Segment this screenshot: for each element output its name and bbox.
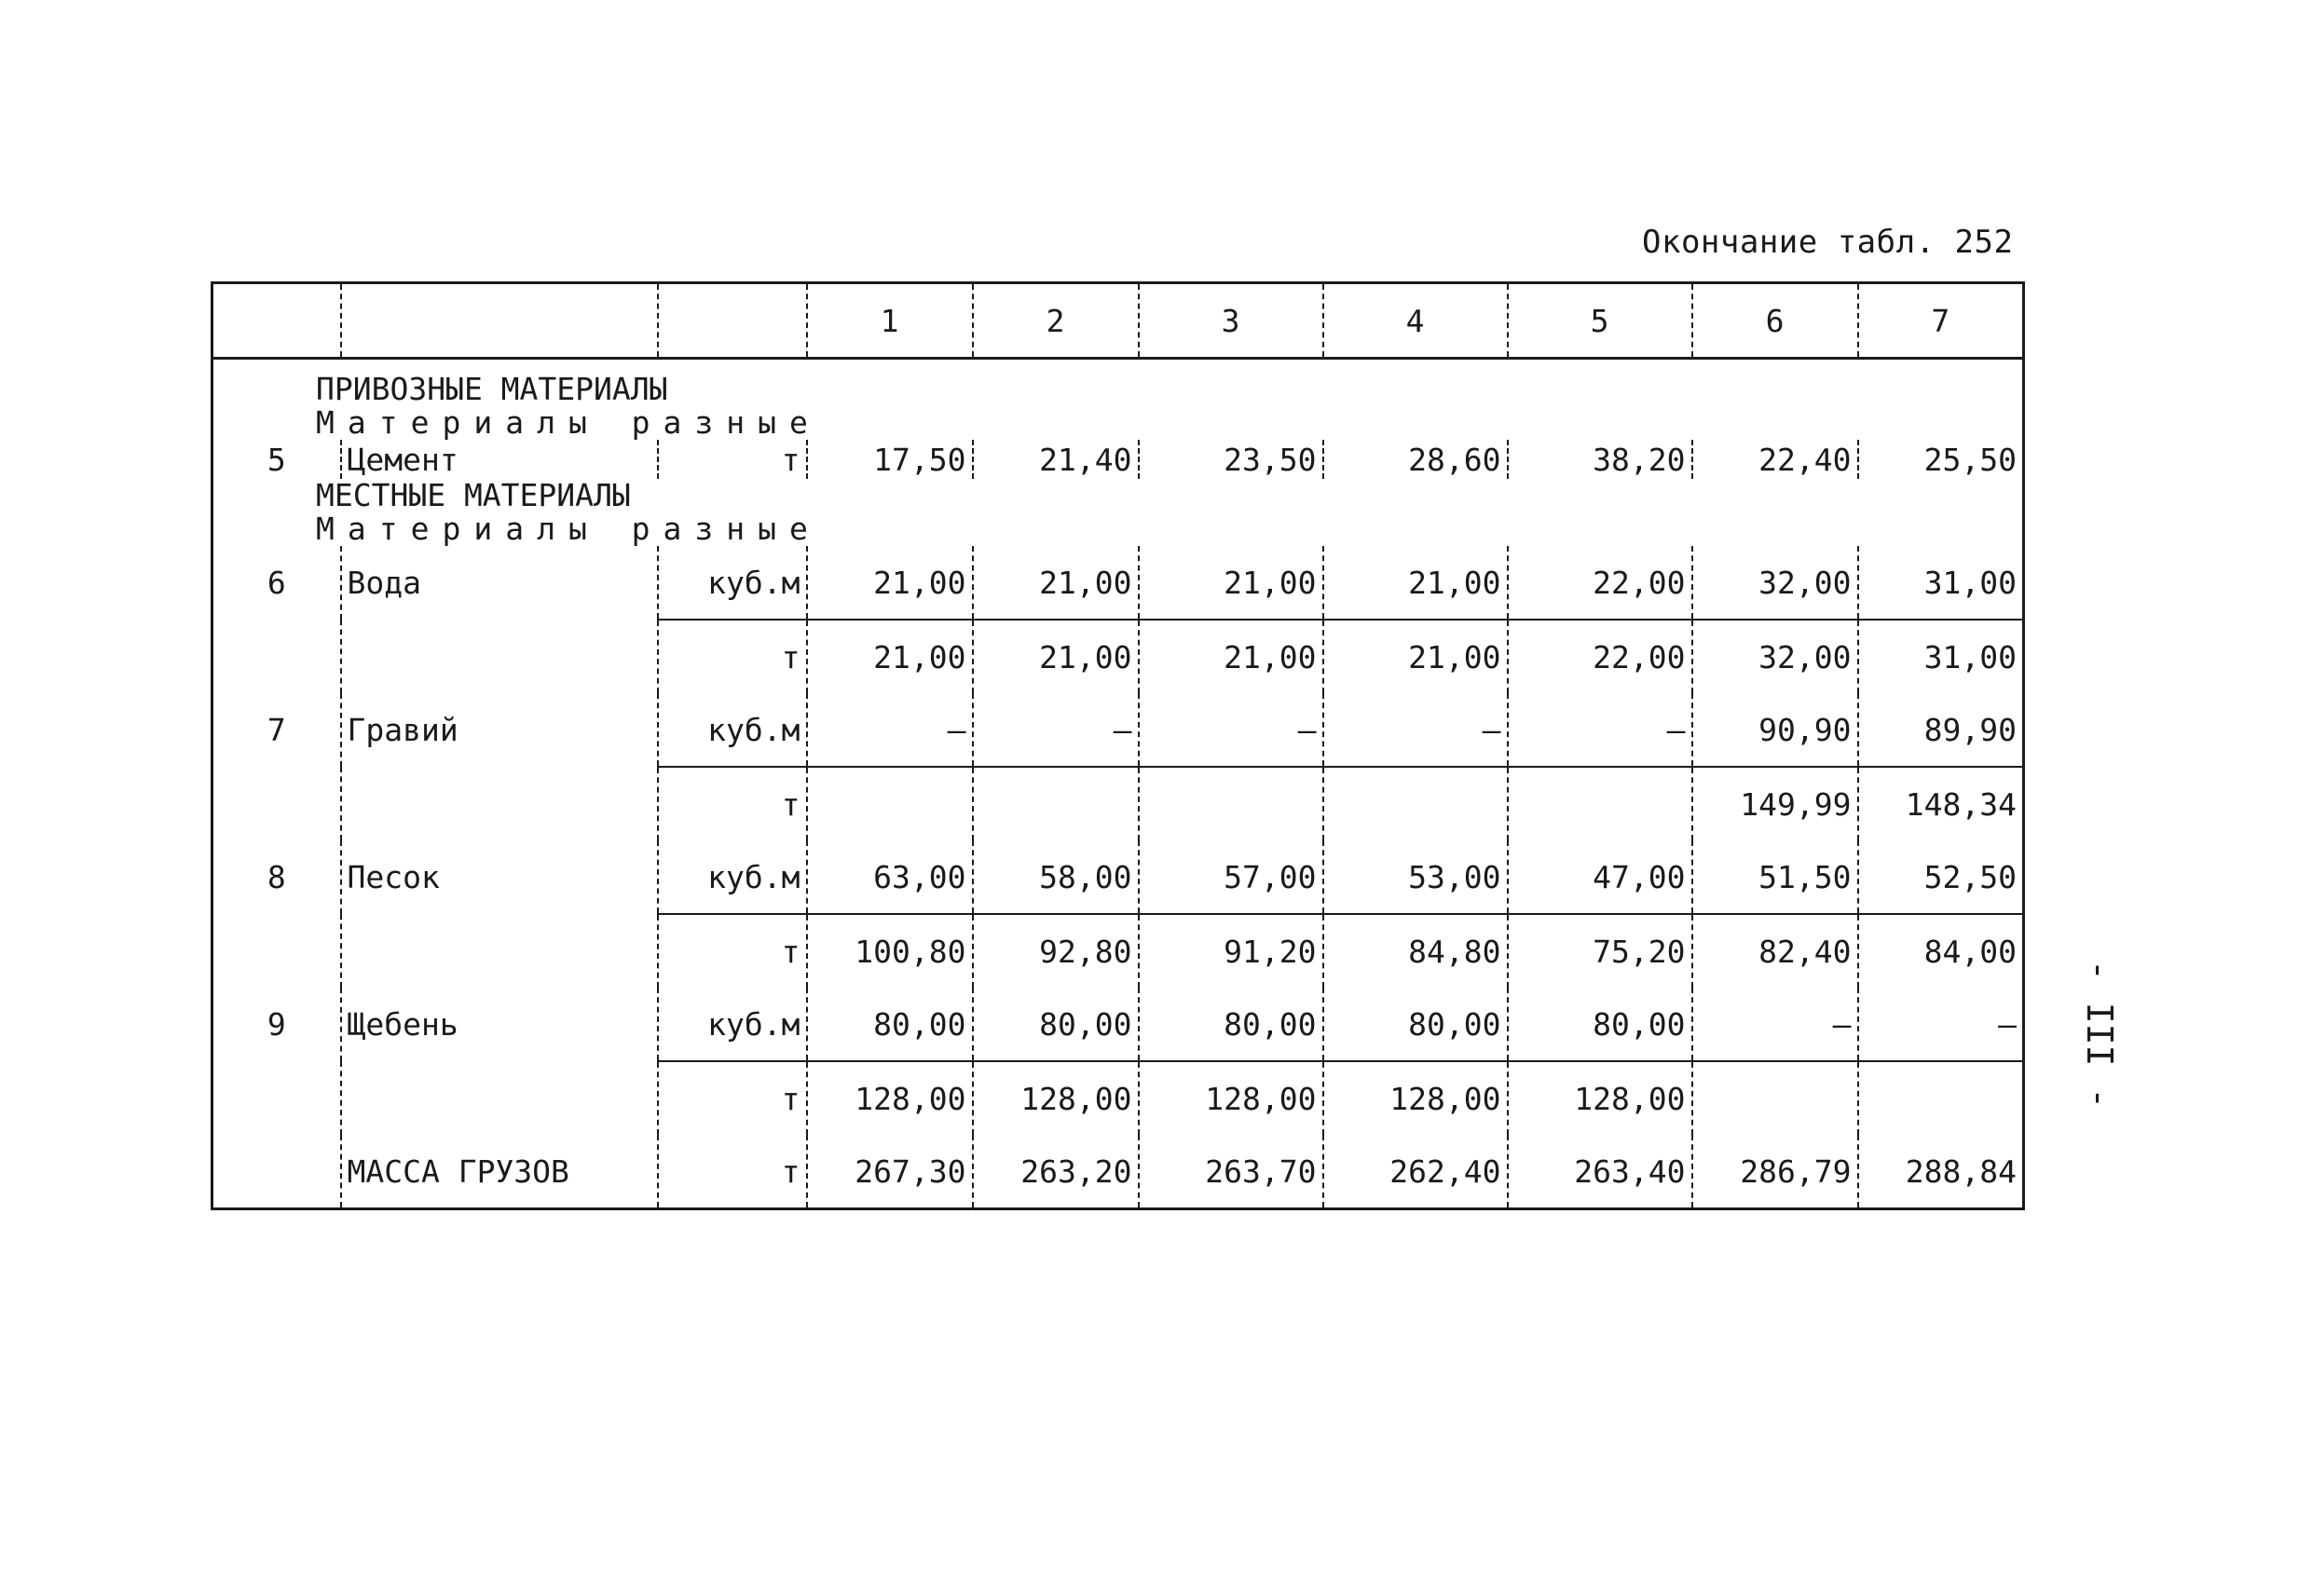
value-cell: 38,20 xyxy=(1508,440,1692,479)
value-cell: 75,20 xyxy=(1508,914,1692,988)
value-cell: 128,00 xyxy=(973,1061,1139,1135)
section-subtitle: Материалы разные xyxy=(316,406,821,440)
value-cell: 80,00 xyxy=(973,988,1139,1061)
table-row xyxy=(212,767,2024,840)
column-number: 7 xyxy=(1858,283,2024,359)
material-name: Гравий xyxy=(341,693,658,767)
column-number: 4 xyxy=(1323,283,1508,359)
unit-cell: т xyxy=(658,767,807,840)
column-number: 5 xyxy=(1508,283,1692,359)
value-cell: 21,00 xyxy=(1323,546,1508,620)
material-name: Вода xyxy=(341,546,658,620)
value-cell xyxy=(973,767,1139,840)
row-number: 8 xyxy=(212,840,341,914)
value-cell xyxy=(1692,1061,1858,1135)
value-cell: 80,00 xyxy=(1508,988,1692,1061)
table-row xyxy=(212,1061,2024,1135)
page-number: - III - xyxy=(2079,960,2120,1110)
header-cell-empty xyxy=(658,283,807,359)
value-cell: 52,50 xyxy=(1858,840,2024,914)
value-cell: 21,00 xyxy=(973,620,1139,693)
section-subtitle: Материалы разные xyxy=(316,512,821,546)
row-number: 7 xyxy=(212,693,341,767)
value-cell: 148,34 xyxy=(1905,785,2017,823)
total-value-cell: 286,79 xyxy=(1692,1135,1858,1209)
value-cell: 92,80 xyxy=(973,914,1139,988)
table-row xyxy=(212,840,2024,914)
value-cell: 17,50 xyxy=(807,440,973,479)
unit-cell: т xyxy=(658,1135,807,1209)
unit-cell: куб.м xyxy=(658,840,807,914)
value-cell: 90,90 xyxy=(1692,693,1858,767)
value-cell: 84,80 xyxy=(1323,914,1508,988)
value-cell xyxy=(1508,767,1692,840)
value-cell: 32,00 xyxy=(1692,546,1858,620)
header-cell-empty xyxy=(212,283,341,359)
value-cell: 28,60 xyxy=(1323,440,1508,479)
value-cell: 51,50 xyxy=(1692,840,1858,914)
material-name xyxy=(341,1061,658,1135)
value-cell xyxy=(1139,767,1323,840)
value-cell: 21,40 xyxy=(973,440,1139,479)
value-cell: 128,00 xyxy=(1139,1061,1323,1135)
column-number-header xyxy=(212,283,2024,359)
value-cell: 128,00 xyxy=(1508,1061,1692,1135)
value-cell: 149,99 xyxy=(1692,767,1858,840)
value-cell: 21,00 xyxy=(807,546,973,620)
value-cell: 31,00 xyxy=(1923,638,2017,675)
value-cell: – xyxy=(1858,988,2024,1061)
unit-cell: т xyxy=(658,1061,807,1135)
unit-cell: куб.м xyxy=(658,546,807,620)
value-cell: 21,00 xyxy=(1323,620,1508,693)
row-number: 5 xyxy=(212,440,341,479)
value-cell: 21,00 xyxy=(807,620,973,693)
value-cell: 128,00 xyxy=(807,1061,973,1135)
unit-cell: т xyxy=(658,620,807,693)
table-caption: Окончание табл. 252 xyxy=(1642,224,2014,261)
column-number: 1 xyxy=(807,283,973,359)
total-row xyxy=(212,1135,2024,1209)
value-cell xyxy=(807,767,973,840)
value-cell: – xyxy=(1323,693,1508,767)
table-row xyxy=(212,693,2024,767)
value-cell: 89,90 xyxy=(1858,693,2024,767)
total-value-cell: 288,84 xyxy=(1905,1153,2017,1190)
value-cell: 80,00 xyxy=(1323,988,1508,1061)
value-cell: 32,00 xyxy=(1692,620,1858,693)
column-number: 6 xyxy=(1692,283,1858,359)
value-cell: 82,40 xyxy=(1692,914,1858,988)
total-value-cell: 263,70 xyxy=(1139,1135,1323,1209)
material-name: Цемент xyxy=(341,440,658,479)
value-cell: 22,40 xyxy=(1692,440,1858,479)
unit-cell: т xyxy=(658,440,807,479)
total-label: МАССА ГРУЗОВ xyxy=(341,1135,658,1209)
total-value-cell: 263,20 xyxy=(973,1135,1139,1209)
row-number xyxy=(212,767,341,840)
value-cell: – xyxy=(1692,988,1858,1061)
value-cell: 58,00 xyxy=(973,840,1139,914)
table-row xyxy=(212,914,2024,988)
table-row xyxy=(212,988,2024,1061)
value-cell: 100,80 xyxy=(807,914,973,988)
total-value-cell: 262,40 xyxy=(1323,1135,1508,1209)
row-number xyxy=(212,620,341,693)
value-cell: 91,20 xyxy=(1139,914,1323,988)
value-cell: 80,00 xyxy=(1139,988,1323,1061)
unit-cell: т xyxy=(658,914,807,988)
column-number: 3 xyxy=(1139,283,1323,359)
table-row xyxy=(212,620,2024,693)
material-name: Щебень xyxy=(341,988,658,1061)
row-number xyxy=(212,1061,341,1135)
total-value-cell: 267,30 xyxy=(807,1135,973,1209)
section-title: ПРИВОЗНЫЕ МАТЕРИАЛЫ xyxy=(316,371,668,406)
value-cell: 22,00 xyxy=(1508,620,1692,693)
value-cell: 31,00 xyxy=(1858,546,2024,620)
row-number: 9 xyxy=(212,988,341,1061)
total-value-cell: 263,40 xyxy=(1508,1135,1692,1209)
material-name xyxy=(341,620,658,693)
table-row xyxy=(212,440,2024,479)
row-number xyxy=(212,1135,341,1209)
material-name xyxy=(341,914,658,988)
value-cell: 128,00 xyxy=(1323,1061,1508,1135)
value-cell: 21,00 xyxy=(973,546,1139,620)
value-cell: 53,00 xyxy=(1323,840,1508,914)
value-cell xyxy=(1858,1061,2024,1135)
value-cell: – xyxy=(1508,693,1692,767)
value-cell: 21,00 xyxy=(1139,620,1323,693)
value-cell: 47,00 xyxy=(1508,840,1692,914)
value-cell: – xyxy=(973,693,1139,767)
materials-table xyxy=(211,281,2025,1210)
value-cell: 80,00 xyxy=(807,988,973,1061)
value-cell: – xyxy=(1139,693,1323,767)
value-cell: 25,50 xyxy=(1923,441,2017,478)
value-cell: 23,50 xyxy=(1139,440,1323,479)
value-cell: – xyxy=(807,693,973,767)
unit-cell: куб.м xyxy=(658,988,807,1061)
value-cell: 63,00 xyxy=(807,840,973,914)
value-cell xyxy=(1323,767,1508,840)
value-cell: 22,00 xyxy=(1508,546,1692,620)
table-row xyxy=(212,546,2024,620)
value-cell: 57,00 xyxy=(1139,840,1323,914)
row-number: 6 xyxy=(212,546,341,620)
value-cell: 84,00 xyxy=(1923,933,2017,970)
unit-cell: куб.м xyxy=(658,693,807,767)
material-name xyxy=(341,767,658,840)
section-title: МЕСТНЫЕ МАТЕРИАЛЫ xyxy=(316,479,631,512)
value-cell: 21,00 xyxy=(1139,546,1323,620)
material-name: Песок xyxy=(341,840,658,914)
header-cell-empty xyxy=(341,283,658,359)
column-number: 2 xyxy=(973,283,1139,359)
row-number xyxy=(212,914,341,988)
